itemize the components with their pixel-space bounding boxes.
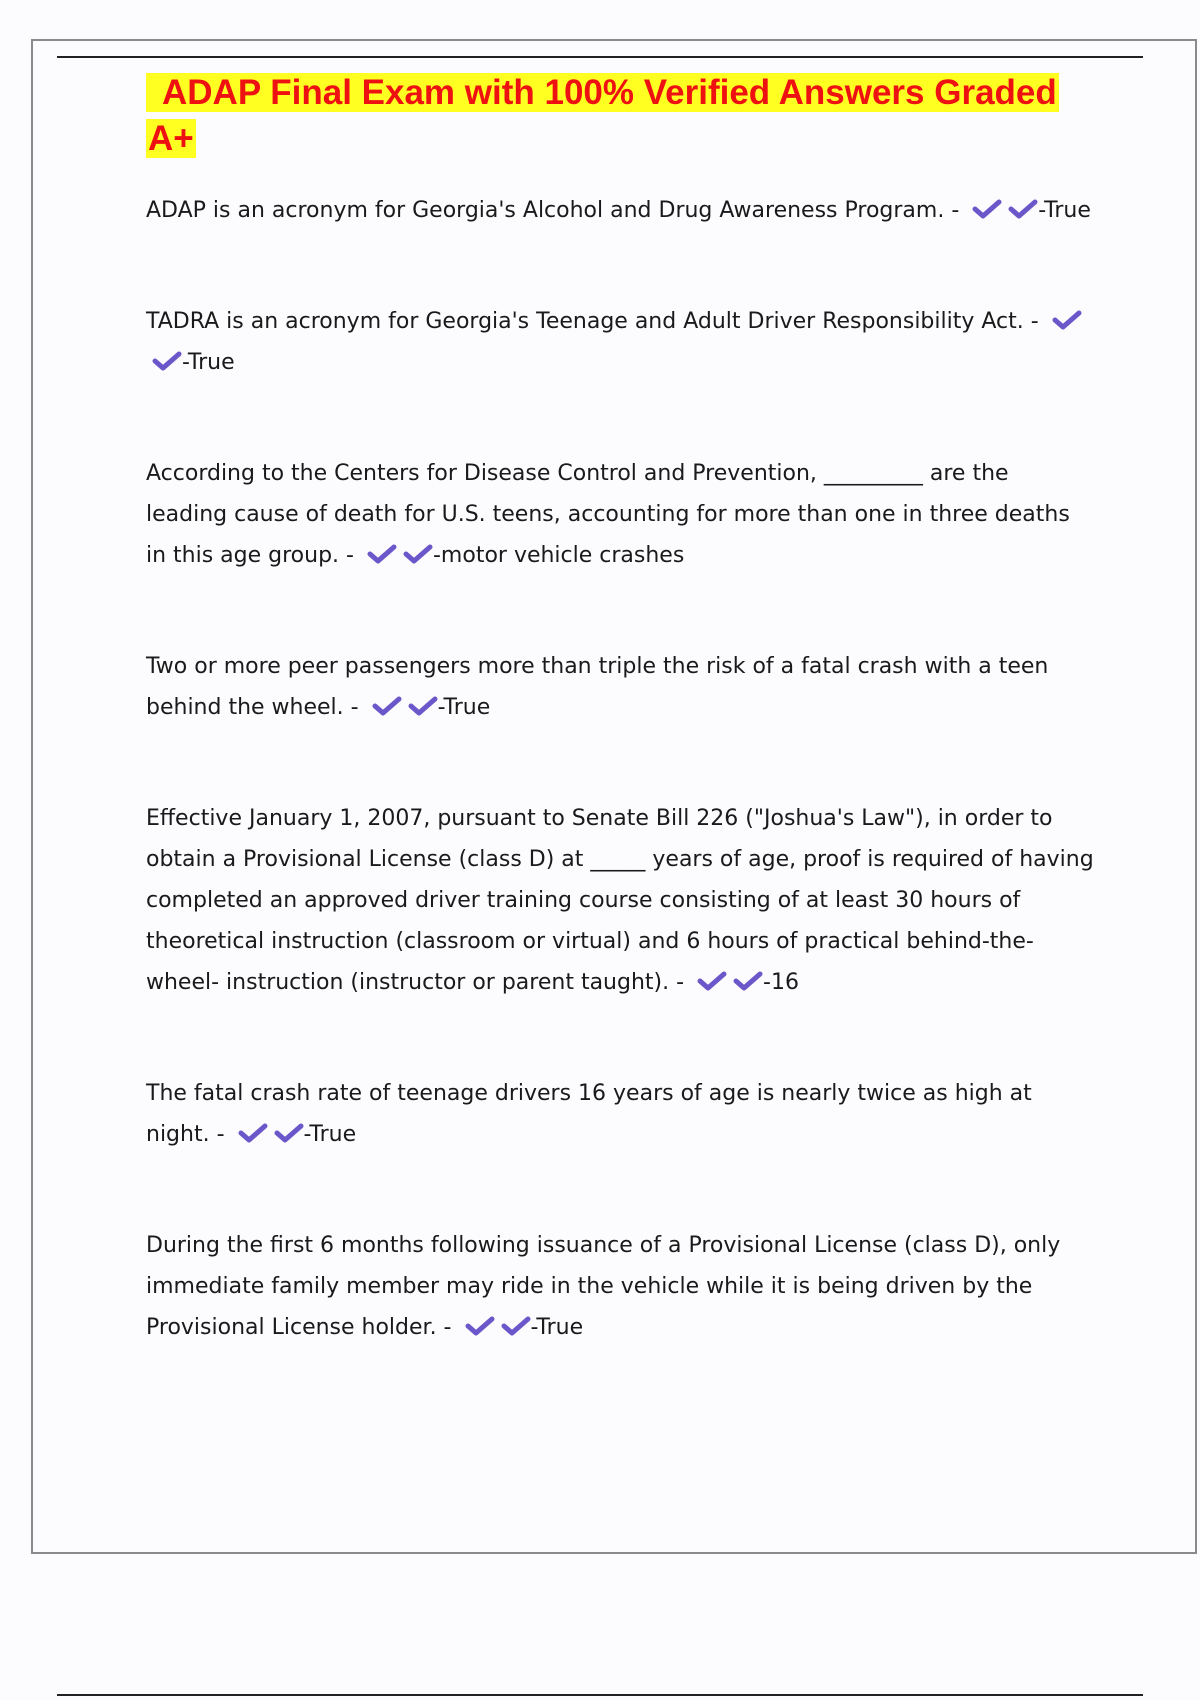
top-divider xyxy=(57,56,1143,58)
question-text: The fatal crash rate of teenage drivers 16 years of age is nearly twice as high at night. - xyxy=(146,1081,1032,1147)
checkmark-icon xyxy=(972,198,1002,220)
qa-item-4 xyxy=(146,646,1096,728)
document-body xyxy=(146,70,1096,1348)
checkmark-icon xyxy=(403,543,433,565)
qa-item-1 xyxy=(146,190,1096,231)
question-text: Effective January 1, 2007, pursuant to Senate Bill 226 ("Joshua's Law"), in order to obtain a Provisional License (class D) at _____ years of age, proof is required of having completed an approved driver training course consisting of at least 30 hours of theoretical instruction (classroom or virtual) and 6 hours of practical behind-the-wheel- instruction (instructor or parent taught). - xyxy=(146,806,1094,995)
checkmark-icon xyxy=(501,1315,531,1337)
question-text: TADRA is an acronym for Georgia's Teenage and Adult Driver Responsibility Act. - xyxy=(146,309,1039,334)
checkmark-icon xyxy=(408,695,438,717)
bottom-divider xyxy=(57,1694,1143,1696)
question-text: Two or more peer passengers more than triple the risk of a fatal crash with a teen behind the wheel. - xyxy=(146,654,1049,720)
qa-item-5 xyxy=(146,798,1096,1003)
qa-item-6 xyxy=(146,1073,1096,1155)
checkmark-icon xyxy=(274,1122,304,1144)
answer-text: -True xyxy=(182,350,235,375)
question-text: According to the Centers for Disease Control and Prevention, _________ are the leading cause of death for U.S. teens, accounting for more than one in three deaths in this age group. - xyxy=(146,461,1070,568)
checkmark-icon xyxy=(152,350,182,372)
checkmark-icon xyxy=(1008,198,1038,220)
answer-text: -motor vehicle crashes xyxy=(432,543,685,568)
qa-item-7 xyxy=(146,1225,1096,1348)
document-title: ADAP Final Exam with 100% Verified Answers Graded A+ xyxy=(148,73,1057,158)
question-text: During the first 6 months following issuance of a Provisional License (class D), only immediate family member may ride in the vehicle while it is being driven by the Provisional License holder. - xyxy=(146,1233,1061,1340)
answer-text: -True xyxy=(437,695,491,720)
checkmark-icon xyxy=(1052,309,1082,331)
answer-text: -True xyxy=(1038,198,1091,223)
question-text: ADAP is an acronym for Georgia's Alcohol and Drug Awareness Program. - xyxy=(146,198,960,223)
checkmark-icon xyxy=(733,970,763,992)
qa-item-2 xyxy=(146,301,1096,383)
answer-text: -16 xyxy=(763,970,799,995)
checkmark-icon xyxy=(367,543,397,565)
checkmark-icon xyxy=(465,1315,495,1337)
qa-item-3 xyxy=(146,453,1096,576)
answer-text: -True xyxy=(303,1122,357,1147)
checkmark-icon xyxy=(697,970,727,992)
checkmark-icon xyxy=(238,1122,268,1144)
answer-text: -True xyxy=(530,1315,584,1340)
checkmark-icon xyxy=(372,695,402,717)
